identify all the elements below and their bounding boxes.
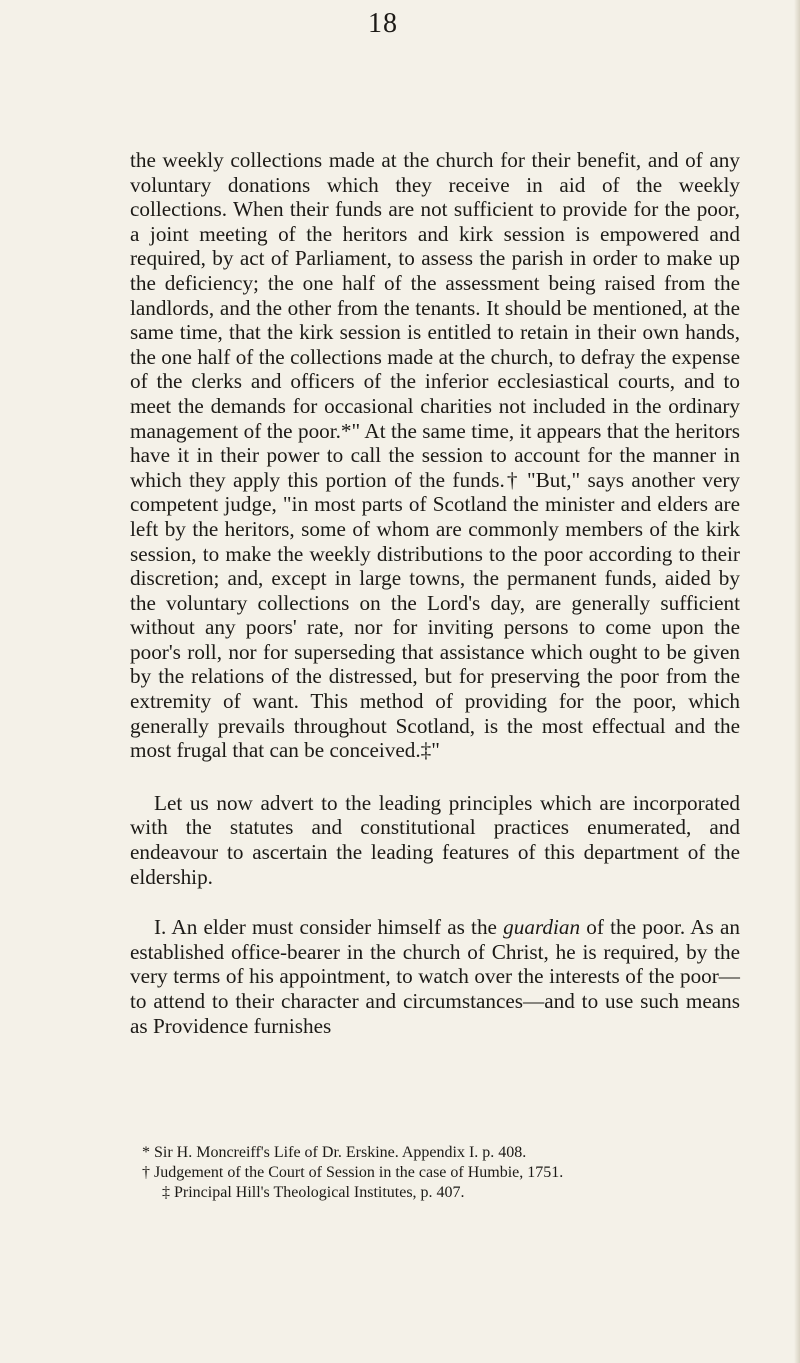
emphasis-guardian: guardian: [503, 915, 581, 940]
paragraph-3: [130, 915, 740, 1038]
paragraph-1: the weekly collections made at the church for their benefit, and of any voluntary donations which they receive in aid of the weekly collections. When their funds are not sufficient to provide for the poor, a joint meeting of the heritors and kirk session is empowered and required, by act of Parliament, to assess the parish in order to make up the deficiency; the one half of the assessment being raised from the landlords, and the other from the tenants. It should be mentioned, at the same time, that the kirk session is entitled to retain in their own hands, the one half of the collections made at the church, to defray the expense of the clerks and officers of the inferior ecclesiastical courts, and to meet the demands for occasional charities not included in the ordinary management of the poor.*" At the same time, it appears that the heritors have it in their power to call the session to account for the manner in which they apply this portion of the funds.† "But," says another very competent judge, "in most parts of Scotland the minister and elders are left by the heritors, some of whom are commonly members of the kirk session, to make the weekly distributions to the poor according to their discretion; and, except in large towns, the permanent funds, aided by the voluntary collections on the Lord's day, are generally sufficient without any poors' rate, nor for inviting persons to come upon the poor's roll, nor for superseding that assistance which ought to be given by the relations of the distressed, but for preserving the poor from the extremity of want. This method of providing for the poor, which generally prevails throughout Scotland, is the most effectual and the most frugal that can be conceived.‡": [130, 148, 740, 763]
page-edge-shadow: [794, 0, 800, 1363]
body-text: [130, 148, 740, 1038]
footnotes: [142, 1143, 742, 1203]
footnote-3: ‡ Principal Hill's Theological Institutes, p. 407.: [162, 1184, 465, 1201]
footnote-1: * Sir H. Moncreiff's Life of Dr. Erskine. Appendix I. p. 408.: [142, 1144, 527, 1161]
footnote-2: † Judgement of the Court of Session in the case of Humbie, 1751.: [142, 1164, 564, 1181]
page-number: 18: [368, 8, 398, 39]
paragraph-3-text: I. An elder must consider himself as the guardian of the poor. As an established office-bearer in the church of Christ, he is required, by the very terms of his appointment, to watch over the interests of the poor—to attend to their character and circumstances—and to use such means as Providence furnishes: [130, 915, 740, 1038]
paragraph-2: Let us now advert to the leading principles which are incorporated with the statutes and constitutional practices enumerated, and endeavour to ascertain the leading features of this department of the eldership.: [130, 790, 740, 889]
